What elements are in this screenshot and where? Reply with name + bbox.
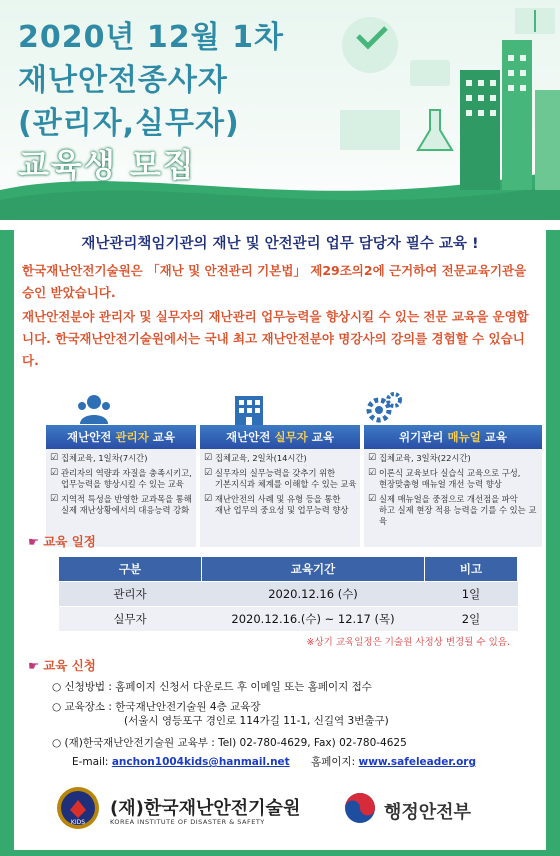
table-cell: 1일 bbox=[425, 582, 518, 607]
list-item: ☑ 재난안전의 사례 및 유형 등을 통한 재난 업무의 중요성 및 업무능력 향상 bbox=[204, 494, 357, 516]
program-card-title: 위기관리 매뉴얼 교육 bbox=[364, 425, 542, 449]
apply-place: ○ 교육장소 : 한국재난안전기술원 4층 교육장 bbox=[52, 701, 261, 713]
schedule-note: ※상기 교육일정은 기술원 사정상 변경될 수 있음. bbox=[306, 637, 510, 648]
intro-paragraph-2: 재난안전분야 관리자 및 실무자의 재난관리 업무능력을 향상시킬 수 있는 전문 교육을 운영합니다. 한국재난안전기술원에서는 국내 최고 재난안전분야 명강사의 강의를 경험할 수 있습니다. bbox=[22, 309, 529, 368]
program-card-title: 재난안전 실무자 교육 bbox=[200, 425, 360, 449]
column-header: 교육기간 bbox=[202, 557, 425, 582]
list-item: ☑ 실제 매뉴얼을 중점으로 개선점을 파악 하고 실제 현장 적용 능력을 기를 수 있는 교육 bbox=[368, 494, 539, 527]
apply-address: (서울시 영등포구 경인로 114가길 11-1, 신길역 3번출구) bbox=[124, 715, 389, 727]
program-card-practitioner bbox=[200, 425, 360, 547]
program-icons bbox=[14, 390, 546, 430]
title-line-3: (관리자,실무자) bbox=[18, 106, 240, 141]
list-item: ☑ 집체교육, 3일차(22시간) bbox=[368, 453, 539, 464]
program-card-manual bbox=[364, 425, 542, 547]
footer bbox=[14, 776, 546, 850]
apply-method: ○ 신청방법 : 홈페이지 신청서 다운로드 후 이메일 또는 홈페이지 접수 bbox=[52, 681, 372, 693]
headline: 재난관리책임기관의 재난 및 안전관리 업무 담당자 필수 교육 ! bbox=[81, 236, 479, 252]
title-line-1: 2020년 12월 1차 bbox=[18, 20, 284, 55]
table-cell: 2020.12.16 (수) bbox=[202, 582, 425, 607]
pointing-hand-icon: ☛ bbox=[28, 534, 40, 549]
ministry-name: 행정안전부 bbox=[384, 802, 471, 823]
title-line-2: 재난안전종사자 bbox=[18, 63, 228, 98]
program-card-title: 재난안전 관리자 교육 bbox=[46, 425, 196, 449]
apply-section-title: ☛ 교육 신청 bbox=[28, 658, 96, 673]
table-row bbox=[59, 582, 518, 607]
apply-links: E-mail: anchon1004kids@hanmail.net 홈페이지: www.safeleader.org bbox=[72, 756, 476, 768]
column-header: 구분 bbox=[59, 557, 202, 582]
kids-emblem-icon bbox=[56, 786, 100, 830]
content-panel bbox=[14, 220, 546, 850]
hero-header bbox=[0, 0, 560, 230]
program-card-manager bbox=[46, 425, 196, 547]
table-cell: 관리자 bbox=[59, 582, 202, 607]
list-item: ☑ 집체교육, 2일차(14시간) bbox=[204, 453, 357, 464]
schedule-section-title: ☛ 교육 일정 bbox=[28, 534, 96, 549]
program-cards bbox=[46, 425, 542, 547]
list-item: ☑ 집체교육, 1일차(7시간) bbox=[50, 453, 193, 464]
schedule-table bbox=[58, 556, 518, 632]
recruit-title: 교육생 모집 bbox=[18, 146, 196, 184]
list-item: ☑ 지역적 특성을 반영한 교과목을 통해 실제 재난상황에서의 대응능력 강화 bbox=[50, 494, 193, 516]
pointing-hand-icon: ☛ bbox=[28, 658, 40, 673]
city-science-illustration bbox=[310, 0, 560, 200]
column-header: 비고 bbox=[425, 557, 518, 582]
list-item: ☑ 이론식 교육보다 실습식 교육으로 구성, 현장맞춤형 매뉴얼 개선 능력 향상 bbox=[368, 468, 539, 490]
table-row bbox=[59, 607, 518, 632]
list-item: ☑ 관리자의 역량과 자질을 충족시키고, 업무능력을 향상시킬 수 있는 교육 bbox=[50, 468, 193, 490]
building-icon bbox=[229, 390, 269, 426]
org-subtitle: KOREA INSTITUTE OF DISASTER & SAFETY bbox=[110, 818, 265, 826]
table-cell: 2020.12.16.(수) ~ 12.17 (목) bbox=[202, 607, 425, 632]
apply-contact: ○ (재)한국재난안전기술원 교육부 : Tel) 02-780-4629, Fax) 02-780-4625 bbox=[52, 737, 407, 749]
manager-people-icon bbox=[74, 390, 114, 426]
homepage-link[interactable]: www.safeleader.org bbox=[358, 756, 476, 768]
taegeuk-logo-icon bbox=[344, 792, 376, 824]
gears-icon bbox=[364, 390, 404, 426]
email-link[interactable]: anchon1004kids@hanmail.net bbox=[111, 756, 290, 768]
org-name: (재)한국재난안전기술원 bbox=[110, 798, 301, 819]
svg-text:KIDS: KIDS bbox=[70, 819, 86, 826]
table-cell: 2일 bbox=[425, 607, 518, 632]
intro-paragraph-1: 한국재난안전기술원은 「재난 및 안전관리 기본법」 제29조의2에 근거하여 전문교육기관을 승인 받았습니다. bbox=[22, 263, 527, 300]
list-item: ☑ 실무자의 실무능력을 갖추기 위한 기본지식과 체계를 이해할 수 있는 교육 bbox=[204, 468, 357, 490]
table-cell: 실무자 bbox=[59, 607, 202, 632]
